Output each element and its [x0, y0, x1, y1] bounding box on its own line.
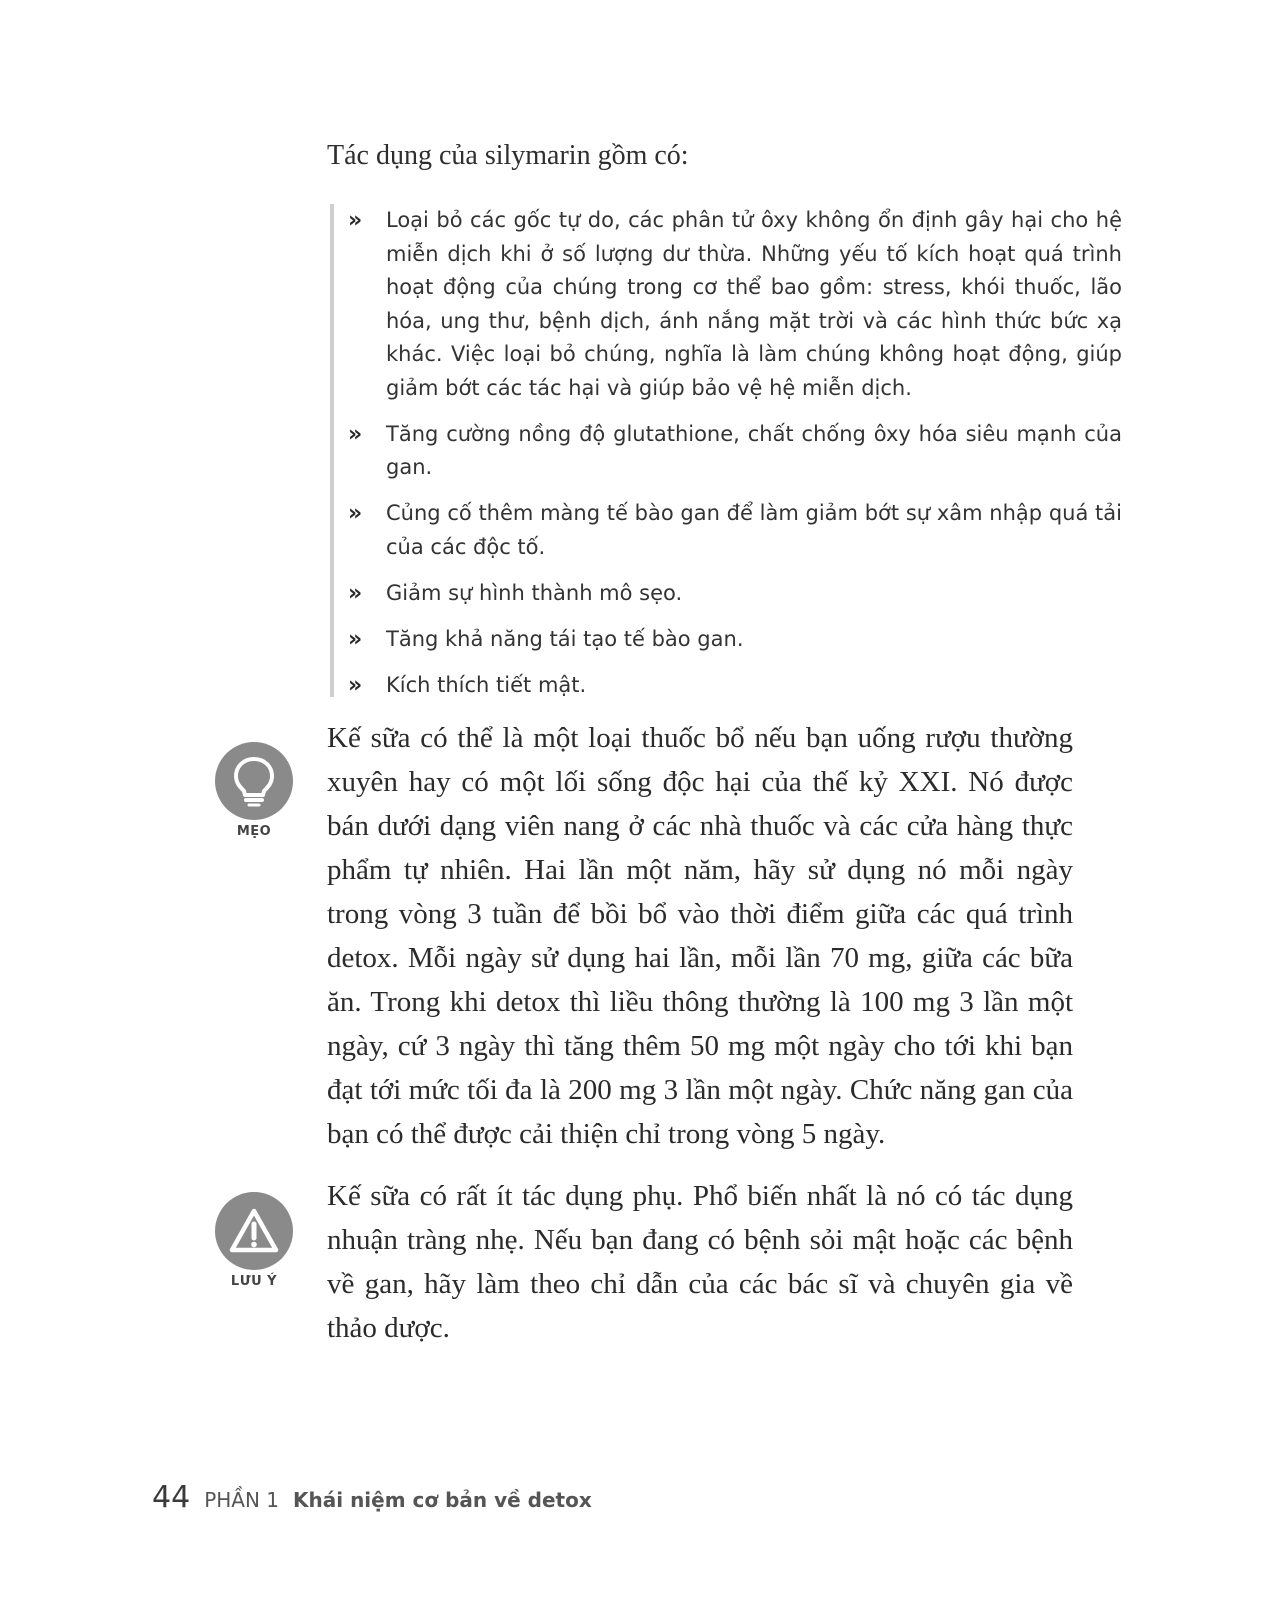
list-item: [348, 669, 1122, 703]
list-item-text: Loại bỏ các gốc tự do, các phân tử ôxy không ổn định gây hại cho hệ miễn dịch khi ở số lượng dư thừa. Những yếu tố kích hoạt quá trình hoạt động của chúng trong cơ thể bao gồm: stress, khói thuốc, lão hóa, ung thư, bệnh dịch, ánh nắng mặt trời và các hình thức bức xạ khác. Việc loại bỏ chúng, nghĩa là làm chúng không hoạt động, giúp giảm bớt các tác hại và giúp bảo vệ hệ miễn dịch.: [386, 208, 1122, 400]
page-number: 44: [152, 1480, 191, 1515]
bullet-list: [334, 204, 1122, 702]
list-item-text: Củng cố thêm màng tế bào gan để làm giảm bớt sự xâm nhập quá tải của các độc tố.: [386, 501, 1122, 559]
tip-icon-group: [215, 742, 293, 839]
intro-text: Tác dụng của silymarin gồm có:: [327, 140, 689, 171]
double-chevron-icon: »: [348, 626, 361, 652]
list-item-text: Tăng cường nồng độ glutathione, chất chống ôxy hóa siêu mạnh của gan.: [386, 421, 1122, 479]
warning-label: LƯU Ý: [230, 1274, 278, 1289]
silymarin-effects-list: [330, 204, 1122, 697]
tip-label: MẸO: [236, 824, 272, 839]
double-chevron-icon: »: [348, 208, 361, 233]
list-item-text: Giảm sự hình thành mô sẹo.: [386, 580, 683, 605]
double-chevron-icon: »: [348, 672, 361, 698]
double-chevron-icon: »: [348, 501, 361, 526]
warning-icon-group: [215, 1192, 293, 1289]
list-item: [348, 418, 1122, 485]
double-chevron-icon: »: [348, 580, 361, 606]
double-chevron-icon: »: [348, 421, 361, 447]
warning-icon: [215, 1192, 293, 1270]
list-item: [348, 623, 1122, 657]
list-item: [348, 577, 1122, 611]
chapter-title: Khái niệm cơ bản về detox: [293, 1488, 592, 1512]
list-item: [348, 204, 1122, 405]
list-item-text: Kích thích tiết mật.: [386, 672, 587, 697]
lightbulb-icon: [215, 742, 293, 820]
part-label: PHẦN 1: [204, 1488, 280, 1512]
list-item-text: Tăng khả năng tái tạo tế bào gan.: [386, 626, 744, 651]
page-footer: [152, 1480, 592, 1515]
tip-text: Kế sữa có thể là một loại thuốc bổ nếu bạn uống rượu thường xuyên hay có một lối sống độc hại của thế kỷ XXI. Nó được bán dưới dạng viên nang ở các nhà thuốc và các cửa hàng thực phẩm tự nhiên. Hai lần một năm, hãy sử dụng nó mỗi ngày trong vòng 3 tuần để bồi bổ vào thời điểm giữa các quá trình detox. Mỗi ngày sử dụng hai lần, mỗi lần 70 mg, giữa các bữa ăn. Trong khi detox thì liều thông thường là 100 mg 3 lần một ngày, cứ 3 ngày thì tăng thêm 50 mg một ngày cho tới khi bạn đạt tới mức tối đa là 200 mg 3 lần một ngày. Chức năng gan của bạn có thể được cải thiện chỉ trong vòng 5 ngày.: [327, 722, 1073, 1150]
warning-text: Kế sữa có rất ít tác dụng phụ. Phổ biến nhất là nó có tác dụng nhuận tràng nhẹ. Nếu bạn đang có bệnh sỏi mật hoặc các bệnh về gan, hãy làm theo chỉ dẫn của các bác sĩ và chuyên gia về thảo dược.: [327, 1180, 1073, 1344]
list-item: [348, 497, 1122, 564]
